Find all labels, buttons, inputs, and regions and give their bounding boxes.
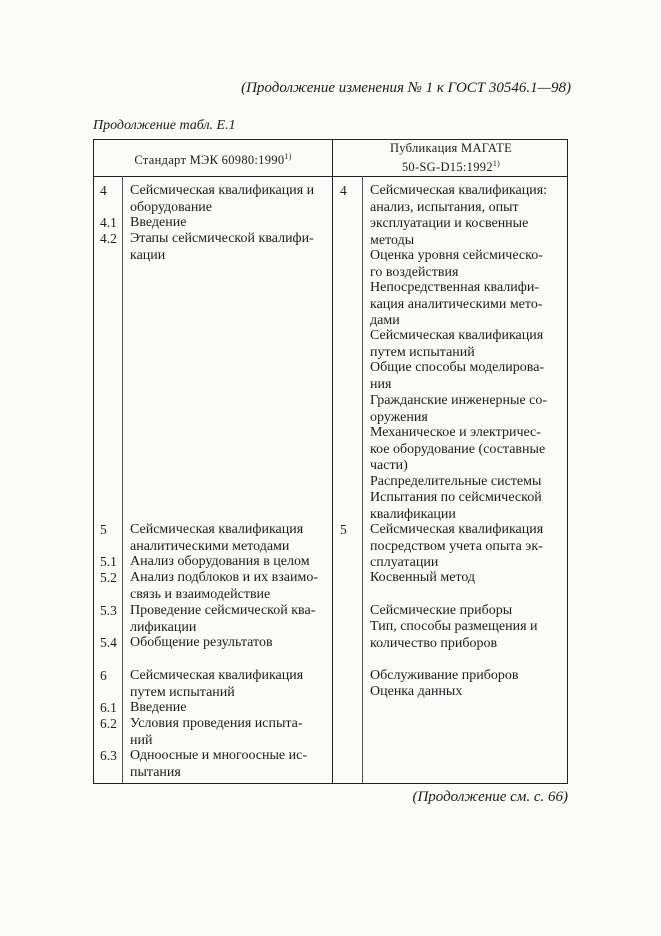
left-row-text: Условия проведения испыта- ний <box>130 716 303 748</box>
left-row-number: 5.2 <box>100 570 117 585</box>
footnote-mark: 1) <box>492 159 501 168</box>
right-row-text: Непосредственная квалифи- кация аналитическими мето- дами <box>370 280 543 328</box>
left-row-text: Обобщение результатов <box>130 635 273 650</box>
left-row-text: Сейсмическая квалификация путем испытаний <box>130 668 304 700</box>
right-row-number: 5 <box>340 522 347 537</box>
left-row-text: Анализ оборудования в целом <box>130 554 310 569</box>
iec-title: Стандарт МЭК 60980:1990 <box>134 152 285 167</box>
left-row-text: Введение <box>130 700 187 715</box>
left-row-text: Проведение сейсмической ква- лификации <box>130 603 316 635</box>
header-divider <box>94 176 567 177</box>
left-row-number: 4 <box>100 183 107 198</box>
right-row-text: Общие способы моделирова- ния <box>370 360 545 392</box>
right-row-text: Сейсмическая квалификация путем испытаний <box>370 328 544 360</box>
right-row-text: Испытания по сейсмической квалификации <box>370 490 542 522</box>
right-row-text: Сейсмические приборы <box>370 603 513 618</box>
right-row-text: Косвенный метод <box>370 570 476 585</box>
left-row-number: 4.2 <box>100 231 117 246</box>
right-row-text: Сейсмическая квалификация: анализ, испытания, опыт эксплуатации и косвенные методы <box>370 183 548 248</box>
left-row-number: 4.1 <box>100 215 117 230</box>
iaea-title: Публикация МАГАТЕ <box>389 141 513 155</box>
right-row-text: Оценка данных <box>370 684 463 699</box>
right-row-text: Обслуживание приборов <box>370 668 519 683</box>
column-header-iaea <box>333 140 569 176</box>
page-footer: (Продолжение см. с. 66) <box>412 789 568 805</box>
left-row-number: 5.3 <box>100 603 117 618</box>
left-row-number: 6.3 <box>100 748 117 763</box>
left-row-text: Сейсмическая квалификация аналитическими методами <box>130 522 304 554</box>
page-header: (Продолжение изменения № 1 к ГОСТ 30546.1—98) <box>241 80 571 96</box>
left-row-number: 5.1 <box>100 554 117 569</box>
comparison-table <box>93 139 568 784</box>
table-caption: Продолжение табл. Е.1 <box>93 118 236 133</box>
right-row-text: Распределительные системы <box>370 474 542 489</box>
left-row-number: 5 <box>100 522 107 537</box>
right-row-text: Механическое и электричес- кое оборудование (составные части) <box>370 425 546 473</box>
right-row-text: Сейсмическая квалификация посредством учета опыта эк- сплуатации <box>370 522 544 570</box>
column-divider <box>332 140 333 783</box>
left-row-number: 6.1 <box>100 700 117 715</box>
column-header-iec <box>94 140 332 176</box>
left-row-number: 5.4 <box>100 635 117 650</box>
left-row-text: Одноосные и многоосные ис- пытания <box>130 748 307 780</box>
right-number-divider <box>362 176 363 783</box>
left-row-text: Анализ подблоков и их взаимо- связь и взаимодействие <box>130 570 318 602</box>
left-row-number: 6 <box>100 668 107 683</box>
right-row-number: 4 <box>340 183 347 198</box>
left-row-text: Введение <box>130 215 187 230</box>
left-row-text: Этапы сейсмической квалифи- кации <box>130 231 314 263</box>
right-row-text: Тип, способы размещения и количество приборов <box>370 619 538 651</box>
right-row-text: Гражданские инженерные со- оружения <box>370 393 548 425</box>
iaea-code: 50-SG-D15:1992 <box>401 160 493 174</box>
left-row-text: Сейсмическая квалификация и оборудование <box>130 183 315 215</box>
footnote-mark: 1) <box>284 151 292 161</box>
left-number-divider <box>122 176 123 783</box>
left-row-number: 6.2 <box>100 716 117 731</box>
right-row-text: Оценка уровня сейсмическо- го воздействия <box>370 248 543 280</box>
